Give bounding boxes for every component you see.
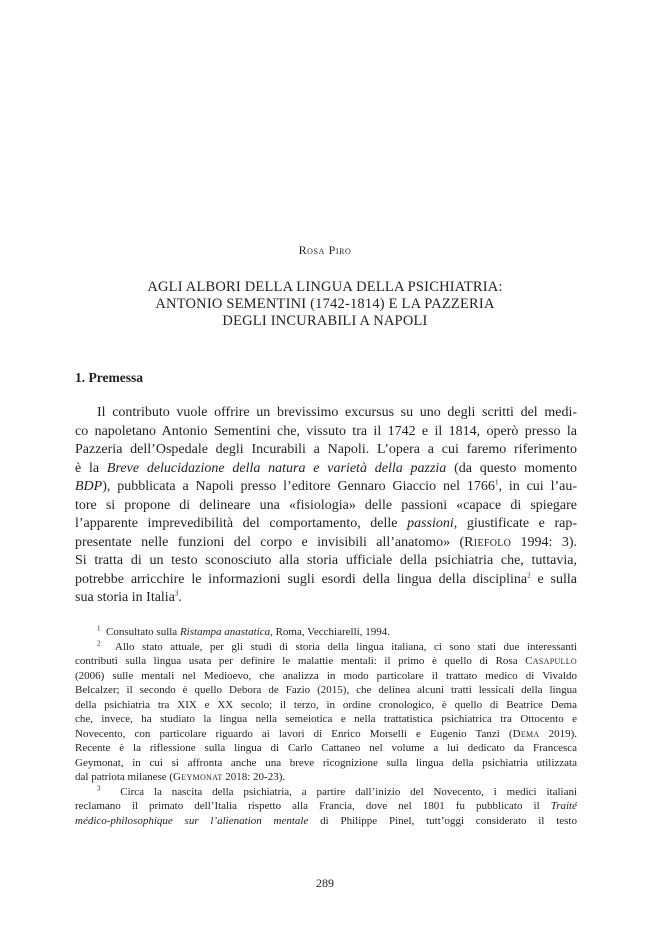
- body-line: potrebbe arricchire le informazioni sugli esordi della lingua della disciplina$^2$ e sulla: [75, 570, 577, 587]
- abbreviation: BDP: [75, 479, 103, 494]
- body-line: co napoletano Antonio Sementini che, vissuto tra il 1742 e il 1814, operò presso la: [75, 423, 577, 439]
- footnote-2-line: Recente è la riflessione sulla lingua di Carlo Cattaneo nel volume a lui dedicato da Francesca: [75, 742, 577, 754]
- footnote-2-line: contributi sulla lingua usata per definire le malattie mentali: il primo è quello di Rosa Casapullo: [75, 655, 577, 667]
- article-title: [0, 279, 650, 330]
- title-line-2: ANTONIO SEMENTINI (1742-1814) E LA PAZZERIA: [155, 296, 495, 312]
- footnote-ref-2[interactable]: 2: [527, 570, 531, 579]
- footnotes: [75, 625, 577, 828]
- page-number: 289: [316, 876, 334, 890]
- body-line: tore si propone di delineare una «fisiologia» delle passioni «capace di spiegare: [75, 497, 577, 513]
- citation-author: Riefolo: [464, 534, 512, 550]
- work-title: Breve delucidazione della natura e varietà della pazzia: [106, 460, 447, 476]
- footnote-3-line: reclamano il primato dell’Italia rispetto alla Francia, dove nel 1801 fu pubblicato il Traité: [75, 800, 577, 812]
- footnote-2-line: della psichiatria tra XIX e XX secolo; il terzo, in ordine cronologico, è quello di Beatrice Dema: [75, 698, 577, 711]
- footnote-3-line: médico-philosophique sur l’alienation mentale di Philippe Pinel, tutt’oggi considerato il testo: [75, 814, 577, 827]
- body-line: l’apparente imprevedibilità del comportamento, delle passioni, giustificate e rap-: [75, 516, 577, 531]
- footnote-1: $^1$ Consultato sulla Ristampa anastatica, Roma, Vecchiarelli, 1994.: [97, 624, 390, 638]
- body-line: presentate nelle funzioni del corpo e invisibili all’anatomo» (Riefolo 1994: 3).: [75, 534, 577, 550]
- footnote-2-line: che, invece, ha studiato la lingua nella semeiotica e nella trattatistica psichiatrica tra Ottocento e: [75, 713, 577, 725]
- footnote-2-line: dal patriota milanese (Geymonat 2018: 20-23).: [75, 771, 286, 783]
- body-line: BDP), pubblicata a Napoli presso l’editore Gennaro Giaccio nel 1766$^1$, in cui l’au-: [75, 478, 577, 494]
- author-name: Rosa Piro: [298, 243, 352, 257]
- body-line: è la Breve delucidazione della natura e varietà della pazzia (da questo momento: [75, 460, 577, 476]
- footnote-2-line: (2006) sulle mentali nel Medioevo, che analizza in modo particolare il trattato medico di Vivaldo: [75, 669, 577, 682]
- body-paragraph: [75, 404, 577, 608]
- footnote-2-line: Belcalzer; il secondo è quello Debora de Fazio (2015), che delinea alcuni tratti lessicali della lingua: [75, 684, 577, 696]
- footnote-3-line: $^3$ Circa la nascita della psichiatria, a partire dall’inizio del Novecento, i medici italiani: [97, 783, 578, 798]
- footnote-ref-1[interactable]: 1: [494, 478, 499, 487]
- body-line: sua storia in Italia$^3$.: [75, 589, 182, 605]
- body-line: Si tratta di un testo sconosciuto alla storia ufficiale della psichiatria che, tuttavia,: [75, 553, 577, 568]
- footnote-ref-3[interactable]: 3: [174, 589, 179, 598]
- body-line: Pazzeria dell’Ospedale degli Incurabili a Napoli. L’opera a cui faremo riferimento: [75, 442, 577, 457]
- title-line-1: AGLI ALBORI DELLA LINGUA DELLA PSICHIATRIA:: [147, 279, 503, 295]
- footnote-2-line: Novecento, con particolare riguardo ai lavori di Enrico Morselli e Eugenio Tanzi (Dema 2019).: [75, 727, 577, 740]
- title-line-3: DEGLI INCURABILI A NAPOLI: [222, 313, 428, 329]
- footnote-2-line: Geymonat, in cui si affronta anche una breve ricognizione sulla lingua della psichiatria utilizzata: [75, 756, 577, 769]
- footnote-2-line: $^2$ Allo stato attuale, per gli studi di storia della lingua italiana, ci sono stati due interessanti: [97, 638, 577, 653]
- section-heading: 1. Premessa: [75, 370, 143, 385]
- body-line: Il contributo vuole offrire un brevissimo excursus su uno degli scritti del medi-: [97, 405, 577, 420]
